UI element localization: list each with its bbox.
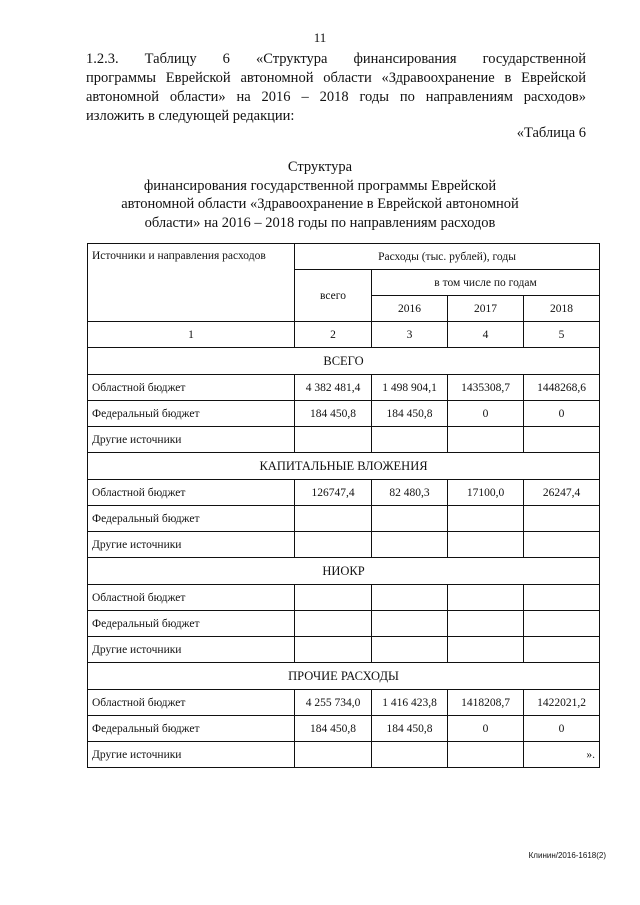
value-cell [448,637,524,663]
table-row [88,611,600,637]
header-row [88,244,600,270]
value-cell: 184 450,8 [372,401,448,427]
year-header: 2018 [524,296,600,322]
value-cell [372,742,448,768]
value-cell [372,611,448,637]
section-row [88,663,600,690]
sources-header: Источники и направления расходов [88,244,295,322]
row-label: Федеральный бюджет [88,506,295,532]
value-cell: 1418208,7 [448,690,524,716]
value-cell: 0 [524,716,600,742]
value-cell [295,742,372,768]
value-cell [448,532,524,558]
section-row [88,558,600,585]
value-cell: 26247,4 [524,480,600,506]
intro-line: автономной области» на 2016 – 2018 годы по направлениям расходов» [86,89,586,105]
value-cell [372,532,448,558]
value-cell: 4 382 481,4 [295,375,372,401]
column-number: 2 [295,322,372,348]
year-header: 2017 [448,296,524,322]
intro-line: программы Еврейской автономной области «Здравоохранение в Еврейской [86,70,586,86]
heading-line: автономной области «Здравоохранение в Еврейской автономной [121,196,519,212]
value-cell: 184 450,8 [372,716,448,742]
column-number: 3 [372,322,448,348]
intro-line: 1.2.3. Таблицу 6 «Структура финансирования государственной [86,51,586,67]
value-cell [524,611,600,637]
value-cell: 1435308,7 [448,375,524,401]
value-cell [295,637,372,663]
section-title: ВСЕГО [88,348,600,375]
table-row [88,427,600,453]
value-cell [372,427,448,453]
section-row [88,348,600,375]
funding-table [87,243,600,768]
year-header: 2016 [372,296,448,322]
table-row [88,375,600,401]
value-cell [448,427,524,453]
table-row [88,532,600,558]
row-label: Областной бюджет [88,375,295,401]
column-number: 4 [448,322,524,348]
value-cell: 4 255 734,0 [295,690,372,716]
closing-mark: ». [524,742,600,768]
value-cell [524,532,600,558]
row-label: Федеральный бюджет [88,401,295,427]
intro-paragraph [86,50,586,126]
table-row [88,585,600,611]
value-cell [295,532,372,558]
table-row [88,401,600,427]
footer-code: Клинин/2016-1618(2) [528,851,606,860]
value-cell [295,585,372,611]
including-header: в том числе по годам [372,270,600,296]
value-cell: 1448268,6 [524,375,600,401]
heading-line: финансирования государственной программы Еврейской [143,177,497,194]
row-label: Другие источники [88,532,295,558]
expenses-header: Расходы (тыс. рублей), годы [295,244,600,270]
row-label: Областной бюджет [88,480,295,506]
value-cell: 126747,4 [295,480,372,506]
table-reference: «Таблица 6 [516,125,586,141]
value-cell [372,585,448,611]
value-cell [448,611,524,637]
value-cell [372,637,448,663]
table-row [88,480,600,506]
value-cell: 0 [448,716,524,742]
row-label: Областной бюджет [88,585,295,611]
row-label: Федеральный бюджет [88,611,295,637]
row-label: Федеральный бюджет [88,716,295,742]
value-cell: 1422021,2 [524,690,600,716]
value-cell [295,611,372,637]
page-number: 11 [313,30,327,45]
section-title: КАПИТАЛЬНЫЕ ВЛОЖЕНИЯ [88,453,600,480]
row-label: Другие источники [88,742,295,768]
row-label: Областной бюджет [88,690,295,716]
value-cell [448,506,524,532]
column-number: 5 [524,322,600,348]
section-title: НИОКР [88,558,600,585]
value-cell: 1 416 423,8 [372,690,448,716]
table-row [88,637,600,663]
table-row [88,716,600,742]
value-cell [448,585,524,611]
intro-line: изложить в следующей редакции: [86,108,295,124]
column-number: 1 [88,322,295,348]
heading-line: Структура [287,159,353,175]
heading-line: области» на 2016 – 2018 годы по направлениям расходов [144,214,496,231]
row-label: Другие источники [88,637,295,663]
value-cell: 184 450,8 [295,716,372,742]
value-cell: 184 450,8 [295,401,372,427]
table-row [88,506,600,532]
value-cell [524,585,600,611]
value-cell: 17100,0 [448,480,524,506]
value-cell [524,427,600,453]
value-cell [372,506,448,532]
row-label: Другие источники [88,427,295,453]
table-row [88,690,600,716]
value-cell [524,637,600,663]
section-title: ПРОЧИЕ РАСХОДЫ [88,663,600,690]
value-cell [448,742,524,768]
value-cell: 82 480,3 [372,480,448,506]
value-cell: 0 [524,401,600,427]
value-cell [295,506,372,532]
total-header: всего [295,270,372,322]
section-row [88,453,600,480]
column-number-row [88,322,600,348]
value-cell [295,427,372,453]
table-row [88,742,600,768]
value-cell: 0 [448,401,524,427]
value-cell [524,506,600,532]
value-cell: 1 498 904,1 [372,375,448,401]
table-heading [0,158,640,232]
